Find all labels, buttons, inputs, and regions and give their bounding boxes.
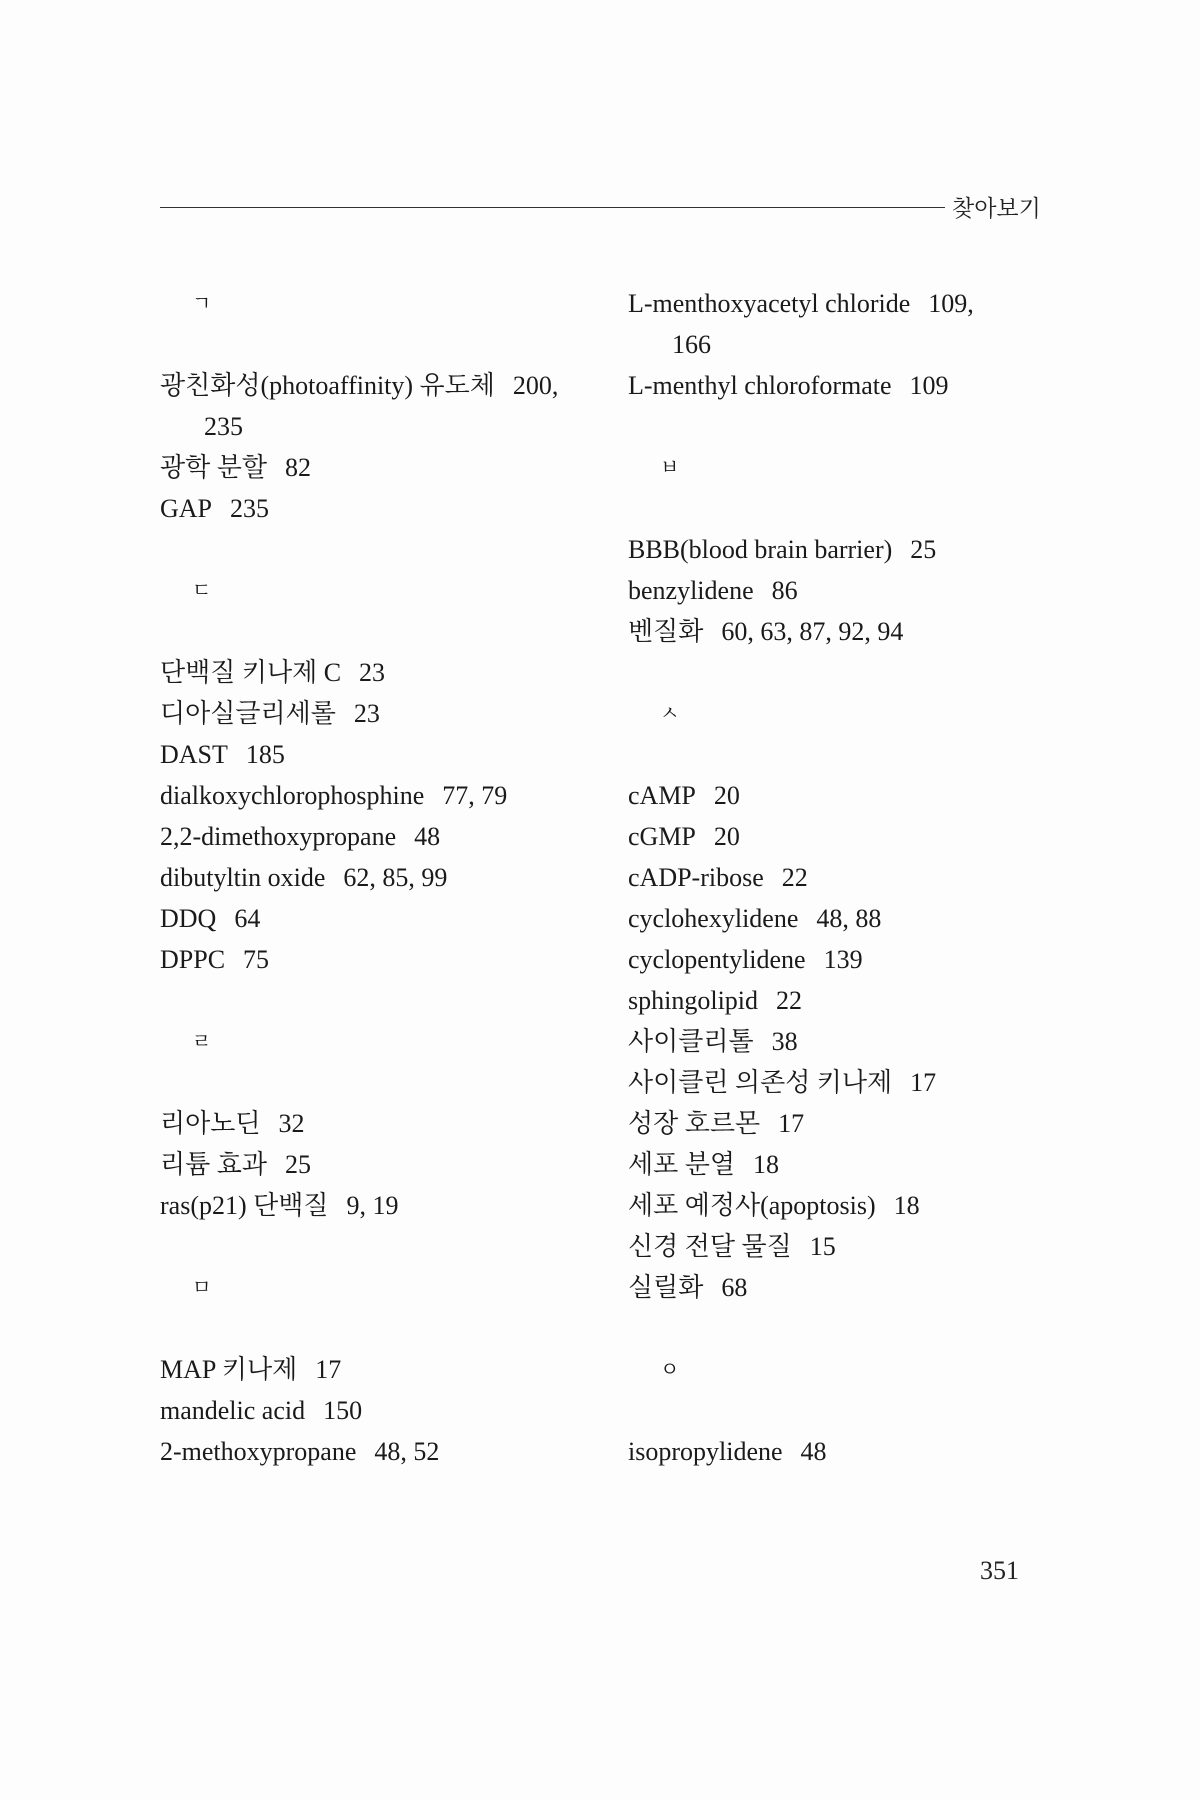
- index-pages: 22: [781, 863, 808, 892]
- page-number: 351: [980, 1556, 1019, 1585]
- index-entry: [160, 1103, 600, 1144]
- index-term: 세포 예정사(apoptosis): [628, 1191, 876, 1220]
- index-spacer: [628, 488, 1058, 529]
- index-entry: [628, 1226, 1058, 1267]
- index-entry: [160, 1349, 600, 1390]
- index-term: cAMP: [628, 781, 696, 810]
- index-entry: [628, 1062, 1058, 1103]
- index-column-left: [160, 283, 600, 1472]
- index-pages: 139: [823, 945, 863, 974]
- index-column-right: [628, 283, 1058, 1472]
- index-entry: [160, 898, 600, 939]
- index-spacer: [628, 406, 1058, 447]
- index-pages: 82: [284, 453, 311, 482]
- index-spacer: [160, 324, 600, 365]
- index-term: 리튬 효과: [160, 1150, 267, 1179]
- index-section-letter: ㄱ: [192, 291, 212, 315]
- index-term: 단백질 키나제 C: [160, 658, 342, 687]
- index-pages: 77, 79: [442, 781, 508, 810]
- index-term: L-menthyl chloroformate: [628, 371, 892, 400]
- index-term: DDQ: [160, 904, 217, 933]
- index-section-letter: ㅅ: [660, 701, 680, 725]
- index-entry: [160, 1390, 600, 1431]
- index-entry: [628, 857, 1058, 898]
- index-term: 사이클린 의존성 키나제: [628, 1068, 893, 1097]
- index-entry: [160, 447, 600, 488]
- index-term: 광학 분할: [160, 453, 267, 482]
- index-term: isopropylidene: [628, 1437, 783, 1466]
- index-term: cyclopentylidene: [628, 945, 806, 974]
- index-entry: [628, 1103, 1058, 1144]
- index-entry: [628, 365, 1058, 406]
- index-entry: [628, 1431, 1058, 1472]
- index-entry: [628, 529, 1058, 570]
- index-pages: 25: [284, 1150, 311, 1179]
- index-entry: [628, 611, 1058, 652]
- index-entry: [160, 857, 600, 898]
- index-entry: [160, 693, 600, 734]
- index-entry: [160, 652, 600, 693]
- index-entry: [160, 816, 600, 857]
- index-pages: 20: [713, 781, 740, 810]
- index-pages: 32: [278, 1109, 305, 1138]
- index-term: DAST: [160, 740, 228, 769]
- index-pages: 200,: [512, 371, 559, 400]
- index-pages: 22: [776, 986, 803, 1015]
- index-entry-continuation: 166: [672, 330, 711, 359]
- header-rule: [160, 207, 945, 208]
- index-pages: 64: [234, 904, 261, 933]
- index-pages: 15: [809, 1232, 836, 1261]
- index-entry: [628, 898, 1058, 939]
- index-entry: [628, 1144, 1058, 1185]
- index-term: 신경 전달 물질: [628, 1232, 792, 1261]
- index-entry: [628, 1185, 1058, 1226]
- index-term: cyclohexylidene: [628, 904, 799, 933]
- index-entry: [160, 939, 600, 980]
- index-term: 세포 분열: [628, 1150, 735, 1179]
- index-entry: [628, 939, 1058, 980]
- index-section-letter: ㅁ: [192, 1275, 212, 1299]
- index-term: 실릴화: [628, 1273, 704, 1302]
- index-term: ras(p21) 단백질: [160, 1191, 329, 1220]
- index-term: 벤질화: [628, 617, 704, 646]
- index-entry: [628, 1021, 1058, 1062]
- index-section-letter: ㄹ: [192, 1029, 212, 1053]
- index-pages: 48: [414, 822, 441, 851]
- index-pages: 18: [893, 1191, 920, 1220]
- index-term: cGMP: [628, 822, 696, 851]
- index-spacer: [628, 1390, 1058, 1431]
- index-pages: 25: [910, 535, 937, 564]
- index-term: L-menthoxyacetyl chloride: [628, 289, 911, 318]
- index-spacer: [160, 611, 600, 652]
- index-pages: 60, 63, 87, 92, 94: [721, 617, 904, 646]
- index-pages: 75: [243, 945, 270, 974]
- index-entry: [628, 570, 1058, 611]
- index-term: 디아실글리세롤: [160, 699, 336, 728]
- index-pages: 109: [909, 371, 949, 400]
- index-entry: [160, 365, 600, 406]
- index-pages: 18: [752, 1150, 779, 1179]
- index-pages: 17: [315, 1355, 342, 1384]
- index-pages: 62, 85, 99: [343, 863, 448, 892]
- index-entry: [628, 816, 1058, 857]
- index-term: 광친화성(photoaffinity) 유도체: [160, 371, 495, 400]
- index-pages: 48, 52: [374, 1437, 440, 1466]
- index-spacer: [628, 652, 1058, 693]
- index-pages: 17: [778, 1109, 805, 1138]
- index-entry: [160, 1185, 600, 1226]
- index-term: 2,2-dimethoxypropane: [160, 822, 397, 851]
- index-spacer: [628, 1308, 1058, 1349]
- index-pages: 20: [713, 822, 740, 851]
- index-entry: [160, 488, 600, 529]
- index-pages: 235: [230, 494, 270, 523]
- index-entry: [628, 775, 1058, 816]
- index-term: 리아노딘: [160, 1109, 261, 1138]
- index-term: BBB(blood brain barrier): [628, 535, 893, 564]
- index-entry: [628, 1267, 1058, 1308]
- index-spacer: [160, 980, 600, 1021]
- index-term: 2-methoxypropane: [160, 1437, 357, 1466]
- index-section-letter: ㅇ: [660, 1357, 680, 1381]
- index-term: 사이클리톨: [628, 1027, 754, 1056]
- index-term: 성장 호르몬: [628, 1109, 761, 1138]
- index-pages: 185: [245, 740, 285, 769]
- index-term: sphingolipid: [628, 986, 759, 1015]
- index-pages: 17: [910, 1068, 937, 1097]
- index-term: dialkoxychlorophosphine: [160, 781, 425, 810]
- index-term: MAP 키나제: [160, 1355, 298, 1384]
- index-spacer: [160, 529, 600, 570]
- index-spacer: [160, 1308, 600, 1349]
- index-pages: 150: [323, 1396, 363, 1425]
- index-entry: [628, 980, 1058, 1021]
- index-pages: 9, 19: [346, 1191, 399, 1220]
- index-spacer: [160, 1226, 600, 1267]
- index-pages: 48: [800, 1437, 827, 1466]
- index-pages: 48, 88: [816, 904, 882, 933]
- index-term: cADP-ribose: [628, 863, 764, 892]
- index-pages: 38: [771, 1027, 798, 1056]
- index-entry: [160, 734, 600, 775]
- index-term: DPPC: [160, 945, 226, 974]
- index-entry: [160, 1431, 600, 1472]
- index-spacer: [160, 1062, 600, 1103]
- index-entry: [160, 775, 600, 816]
- index-spacer: [628, 734, 1058, 775]
- index-pages: 86: [771, 576, 798, 605]
- index-term: mandelic acid: [160, 1396, 306, 1425]
- index-pages: 23: [359, 658, 386, 687]
- index-entry: [160, 1144, 600, 1185]
- index-pages: 68: [721, 1273, 748, 1302]
- index-entry-continuation: 235: [204, 412, 243, 441]
- index-section-letter: ㅂ: [660, 455, 680, 479]
- index-term: dibutyltin oxide: [160, 863, 326, 892]
- index-pages: 23: [353, 699, 380, 728]
- header-title: 찾아보기: [952, 196, 1041, 222]
- index-pages: 109,: [928, 289, 974, 318]
- index-term: GAP: [160, 494, 213, 523]
- index-section-letter: ㄷ: [192, 578, 212, 602]
- index-term: benzylidene: [628, 576, 754, 605]
- index-entry: [628, 283, 1058, 324]
